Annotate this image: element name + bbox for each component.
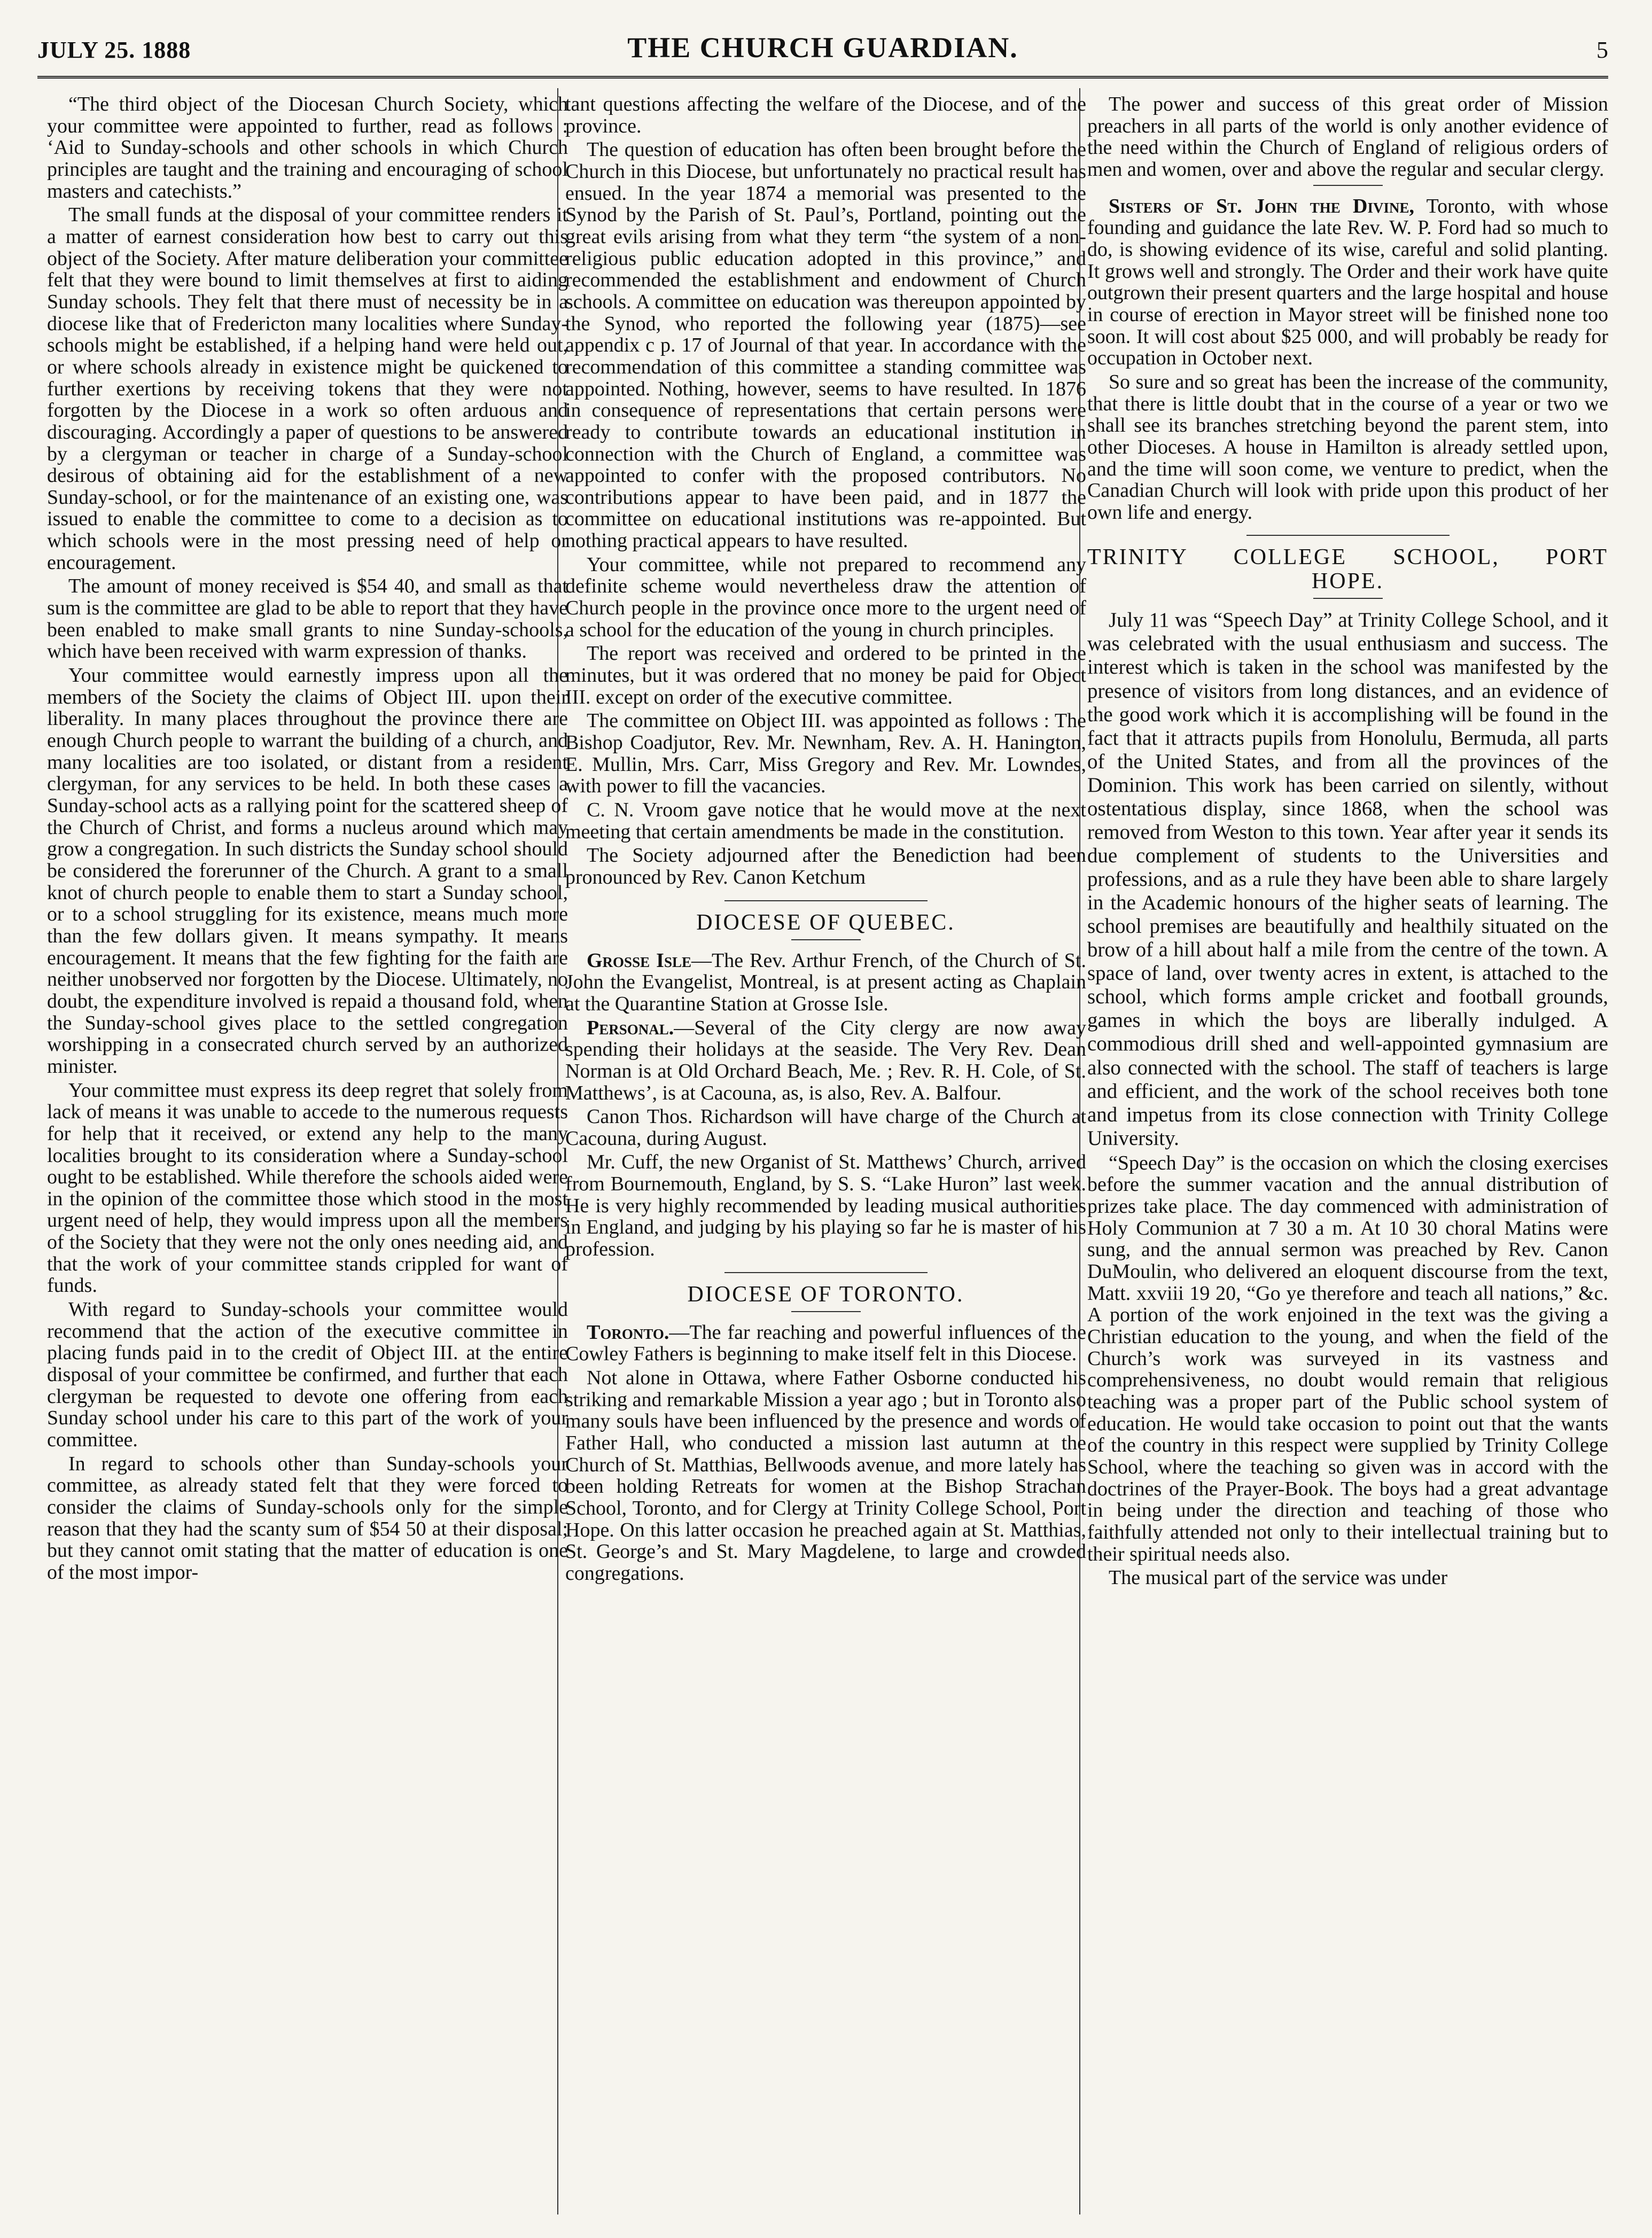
section-heading-trinity: TRINITY COLLEGE SCHOOL, PORT	[1087, 545, 1608, 570]
paragraph: The musical part of the service was under	[1109, 1566, 1448, 1589]
masthead-title: THE CHURCH GUARDIAN.	[627, 32, 1018, 64]
paragraph: In regard to schools other than Sunday-schools your committee, as already stated felt that they were forced to consider the claims of Sunday-schools only for the simple reason that they had the scanty sum of $54 50 at their disposal; but they cannot omit stating that the matter of education is one of the most impor-	[47, 1452, 568, 1584]
paragraph: C. N. Vroom gave notice that he would move at the next meeting that certain amendments be made in the constitution.	[565, 799, 1086, 843]
page-number: 5	[1596, 37, 1608, 63]
section-heading-quebec: DIOCESE OF QUEBEC.	[696, 910, 955, 935]
paragraph-text: —Several of the City clergy are now away spending their holidays at the seaside. The Very Rev. Dean Norman is at Old Orchard Beach, Me. ; Rev. R. H. Cole, of St. Matthews’, is at Cacouna, as, is also, Rev. A. Balfour.	[565, 1016, 1086, 1104]
paragraph-text: —The far reaching and powerful influences of the Cowley Fathers is beginning to make itself felt in this Diocese.	[565, 1321, 1086, 1366]
paragraph: Your committee, while not prepared to recommend any definite scheme would nevertheless draw the attention of Church people in the province once more to the urgent need of a school for the education of the young in church principles.	[565, 553, 1086, 641]
paragraph: The report was received and ordered to be printed in the minutes, but it was ordered that no money be paid for Object III. except on order of the executive committee.	[565, 642, 1086, 708]
paragraph: Your committee would earnestly impress upon all the members of the Society the claims of Object III. upon their liberality. In many places throughout the province there are enough Church people to warrant the building of a church, and many localities are too isolated, or distant from a resident clergyman, for any services to be held. In both these cases a Sunday-school acts as a rallying point for the scattered sheep of the Church of Christ, and forms a nucleus around which may grow a congregation. In such districts the Sunday school should be considered the forerunner of the Church. A grant to a small knot of church people to enable them to start a Sunday school, or to a school struggling for its existence, means much more than the few dollars given. It means sympathy. It means encouragement. It means that the few fighting for the faith are neither unobserved nor forgotten by the Diocese. Ultimately, no doubt, the expenditure involved is repaid a thousand fold, when the Sunday-school gives place to the settled congregation worshipping in a consecrated church served by an authorized minister.	[47, 664, 568, 1078]
section-rule	[791, 1311, 861, 1312]
section-rule	[1313, 598, 1383, 599]
paragraph: Your committee must express its deep regret that solely from lack of means it was unable to accede to the numerous requests for help that it received, or extend any help to the many localities brought to its consideration where a Sunday-school ought to be established. While therefore the schools aided were in the opinion of the committee those which stood in the most urgent need of help, they would impress upon all the members of the Society that they were not the only ones needing aid, and that the work of your committee stands crippled for want of funds.	[47, 1079, 568, 1297]
column-1	[47, 93, 568, 2209]
paragraph	[1087, 196, 1608, 369]
paragraph	[565, 1322, 1086, 1365]
paragraph	[565, 950, 1086, 1015]
paragraph: Not alone in Ottawa, where Father Osborne conducted his striking and remarkable Mission a year ago ; but in Toronto also many souls have been influenced by the presence and words of Father Hall, who conducted a mission last autumn at the Church of St. Matthias, Bellwoods avenue, and more lately has been holding Retreats for women at the Bishop Strachan School, Toronto, and for Clergy at Trinity College School, Port Hope. On this latter occasion he preached again at St. Matthias, St. George’s and St. Mary Magdelene, to large and crowded congregations.	[565, 1367, 1086, 1585]
section-rule	[791, 939, 861, 940]
lead-in: Grosse Isle	[587, 949, 692, 972]
paragraph: The power and success of this great order of Mission preachers in all parts of the world is only another evidence of the need within the Church of England of religious orders of men and women, over and above the regular and secular clergy.	[1087, 93, 1608, 181]
section-rule	[1313, 185, 1383, 186]
header-rule	[37, 76, 1608, 79]
paragraph: “Speech Day” is the occasion on which the closing exercises before the summer vacation and the annual distribution of prizes take place. The day commenced with administration of Holy Communion at 7 30 a m. At 10 30 choral Matins were sung, and the annual sermon was preached by Rev. Canon DuMoulin, who delivered an eloquent discourse from the text, Matt. xxviii 19 20, “Go ye therefore and teach all nations,” &c. A portion of the work enjoined in the text was the giving a Christian education to the young, and when the field of the Church’s work was surveyed in its vastness and comprehensiveness, no doubt would remain that religious teaching was a proper part of the Public school system of education. He would take occasion to point out that the wants of the country in this respect were supplied by Trinity College School, where the teaching so given was in accord with the doctrines of the Prayer-Book. The boys had a great advantage in being under the direction and teaching of those who faithfully attended not only to their intellectual training but to their spiritual needs also.	[1087, 1151, 1608, 1565]
paragraph-text: —The Rev. Arthur French, of the Church of St. John the Evangelist, Montreal, is at present acting as Chaplain at the Quarantine Station at Grosse Isle.	[565, 949, 1086, 1015]
paragraph: Canon Thos. Richardson will have charge of the Church at Cacouna, during August.	[565, 1105, 1086, 1150]
column-3	[1087, 93, 1608, 2209]
page-header	[37, 31, 1608, 74]
section-rule	[724, 900, 928, 901]
issue-date: JULY 25. 1888	[37, 37, 191, 63]
paragraph: “The third object of the Diocesan Church Society, which your committee were appointed to further, read as follows : ‘Aid to Sunday-schools and other schools in which Church principles are taught and the training and encouraging of school masters and catechists.”	[47, 93, 568, 202]
paragraph: With regard to Sunday-schools your committee would recommend that the action of the executive committee in placing funds paid in to the credit of Object III. at the entire disposal of your committee be confirmed, and further that each clergyman be requested to devote one offering from each Sunday school under his care to this part of the work of your committee.	[47, 1298, 568, 1452]
paragraph: The amount of money received is $54 40, and small as that sum is the committee are glad to be able to report that they have been enabled to make small grants to nine Sunday-schools, which have been received with warm expression of thanks.	[47, 575, 568, 663]
section-heading-toronto: DIOCESE OF TORONTO.	[687, 1282, 964, 1307]
paragraph: Mr. Cuff, the new Organist of St. Matthews’ Church, arrived from Bournemouth, England, by S. S. “Lake Huron” last week. He is very highly recommended by leading musical authorities in England, and judging by his playing so far he is master of his profession.	[565, 1151, 1086, 1261]
section-rule	[1246, 535, 1450, 536]
paragraph	[565, 1017, 1086, 1104]
paragraph: The question of education has often been brought before the Church in this Diocese, but unfortunately no practical result has ensued. In the year 1874 a memorial was presented to the Synod by the Parish of St. Paul’s, Portland, pointing out the great evils arising from what they term “the system of a non-religious public education adopted in this province,” and recommended the establishment and endowment of Church schools. A committee on education was thereupon appointed by the Synod, who reported the following year (1875)—see appendix c p. 17 of Journal of that year. In accordance with the recommendation of this committee a standing committee was appointed. Nothing, however, seems to have resulted. In 1876 in consequence of representations that certain persons were ready to contribute towards an educational institution in connection with the Church of England, a committee was appointed to confer with the proposed contributors. No contributions appear to have been paid, and in 1877 the committee on educational institutions was re-appointed. But nothing practical appears to have resulted.	[565, 138, 1086, 552]
column-2	[565, 93, 1086, 2209]
lead-in: Toronto.	[587, 1321, 669, 1344]
paragraph: The Society adjourned after the Benediction had been pronounced by Rev. Canon Ketchum	[565, 844, 1086, 888]
lead-in: Sisters of St. John the Divine,	[1109, 194, 1415, 217]
section-rule	[724, 1272, 928, 1273]
lead-in: Personal.	[587, 1016, 674, 1039]
paragraph-text: Toronto, with whose founding and guidance the late Rev. W. P. Ford had so much to do, is showing evidence of its wise, careful and solid planting. It grows well and strongly. The Order and their work have quite outgrown their present quarters and the large hospital and house in course of erection in Mayor street will be finished none too soon. It will cost about $25 000, and will probably be ready for occupation in October next.	[1087, 194, 1608, 370]
paragraph: The small funds at the disposal of your committee renders it a matter of earnest consideration how best to carry out this object of the Society. After mature deliberation your committee felt that they were bound to limit themselves at first to aiding Sunday schools. They felt that there must of necessity be in a diocese like that of Fredericton many localities where Sunday-schools might be established, if a helping hand were held out, or where schools already in existence might be quickened to further exertions by receiving tokens that they were not forgotten by the Diocese in a work so often arduous and discouraging. Accordingly a paper of questions to be answered by a clergyman or teacher in charge of a Sunday-school desirous of obtaining aid for the establishment of a new Sunday-school, or for the maintenance of an existing one, was issued to enable the committee to come to a decision as to which schools were in the most pressing need of help or encouragement.	[47, 204, 568, 574]
paragraph: The committee on Object III. was appointed as follows : The Bishop Coadjutor, Rev. Mr. Newnham, Rev. A. H. Hanington, E. Mullin, Mrs. Carr, Miss Gregory and Rev. Mr. Lowndes, with power to fill the vacancies.	[565, 709, 1086, 798]
paragraph: July 11 was “Speech Day” at Trinity College School, and it was celebrated with the usual enthusiasm and success. The interest which is taken in the school was manifested by the presence of visitors from long distances, and an evidence of the good work which it is accomplishing will be found in the fact that it attracts pupils from Honolulu, Bermuda, all parts of the United States, and from all the provinces of the Dominion. This work has been carried on silently, without ostentatious display, since 1868, when the school was removed from Weston to this town. Year after year it sends its due complement of students to the Universities and professions, and as a rule they have been able to share largely in the Academic honours of the higher seats of learning. The school premises are beautifully and healthily situated on the brow of a hill about half a mile from the centre of the town. A space of land, over twenty acres in extent, is attached to the school, which forms ample cricket and football grounds, games in which the boys are liberally indulged. A commodious drill shed and well-appointed gymnasium are also connected with the school. The staff of teachers is large and efficient, and the work of the school receives both tone and impetus from its close connection with Trinity College University.	[1087, 609, 1608, 1150]
paragraph: tant questions affecting the welfare of the Diocese, and of the province.	[565, 93, 1086, 137]
section-heading-trinity-line2: HOPE.	[1311, 569, 1384, 594]
paragraph: So sure and so great has been the increase of the community, that there is little doubt that in the course of a year or two we shall see its branches stretching beyond the parent stem, into other Dioceses. A house in Hamilton is already settled upon, and the time will soon come, we venture to predict, when the Canadian Church will look with pride upon this product of her own life and energy.	[1087, 370, 1608, 524]
